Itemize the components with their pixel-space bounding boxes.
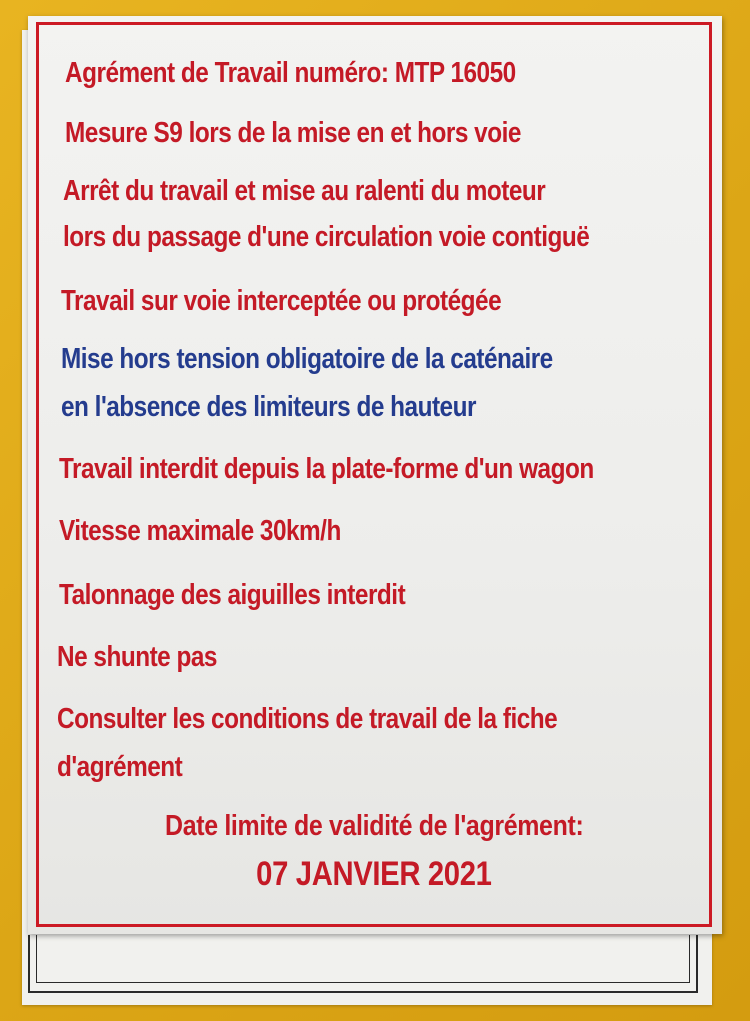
no-shunt-line: Ne shunte pas bbox=[57, 641, 217, 673]
track-protection-line: Travail sur voie interceptée ou protégée bbox=[61, 285, 502, 317]
approval-sign-border bbox=[36, 22, 712, 927]
s9-measure-line: Mesure S9 lors de la mise en et hors voie bbox=[65, 117, 521, 149]
validity-label: Date limite de validité de l'agrément: bbox=[164, 810, 584, 842]
catenary-line-2: en l'absence des limiteurs de hauteur bbox=[61, 391, 476, 423]
conditions-line-1: Consulter les conditions de travail de la fiche bbox=[57, 703, 558, 735]
conditions-line-2: d'agrément bbox=[57, 751, 183, 783]
validity-date: 07 JANVIER 2021 bbox=[256, 855, 492, 893]
engine-idle-line-2: lors du passage d'une circulation voie contiguë bbox=[63, 221, 590, 253]
engine-idle-line-1: Arrêt du travail et mise au ralenti du moteur bbox=[63, 175, 546, 207]
max-speed-line: Vitesse maximale 30km/h bbox=[59, 515, 341, 547]
wagon-platform-line: Travail interdit depuis la plate-forme d'un wagon bbox=[59, 453, 594, 485]
switch-trailing-line: Talonnage des aiguilles interdit bbox=[59, 579, 406, 611]
approval-number-line: Agrément de Travail numéro: MTP 16050 bbox=[65, 57, 516, 89]
catenary-line-1: Mise hors tension obligatoire de la caténaire bbox=[61, 343, 553, 375]
old-sign-frame-inner bbox=[36, 935, 690, 983]
